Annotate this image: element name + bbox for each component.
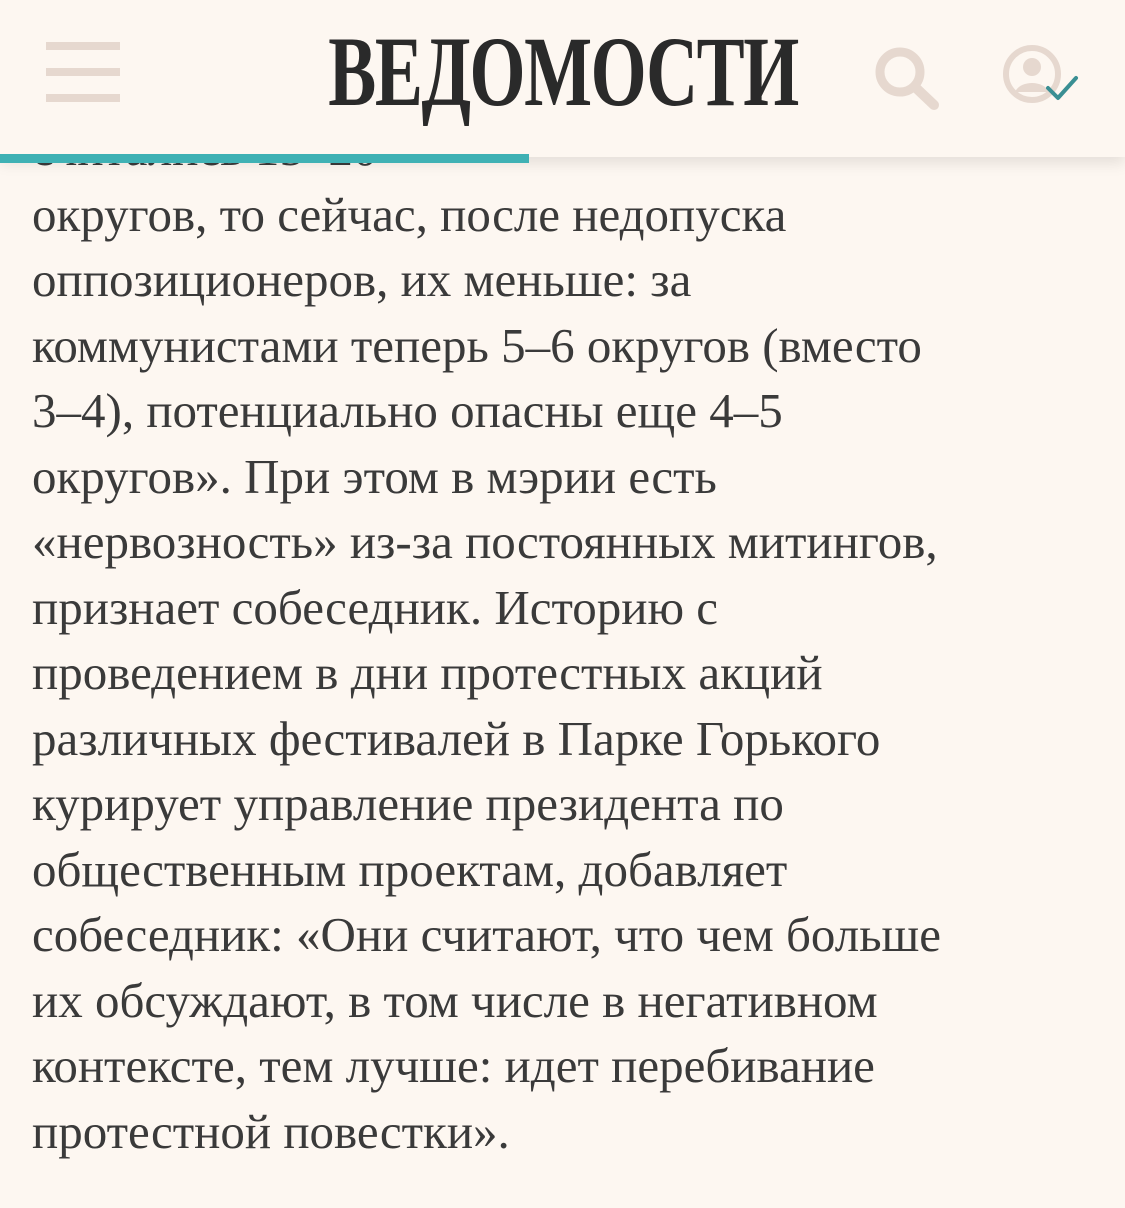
menu-bar bbox=[46, 68, 120, 76]
user-profile-check-icon bbox=[1000, 40, 1086, 112]
article-line: 3–4), потенциально опасны еще 4–5 bbox=[32, 383, 783, 438]
article-line: общественным проектам, добавляет bbox=[32, 841, 788, 897]
menu-bar bbox=[46, 94, 120, 102]
article-line: контексте, тем лучше: идет перебивание bbox=[32, 1038, 875, 1093]
profile-button[interactable] bbox=[1000, 40, 1086, 112]
article-line: оппозиционеров, их меньше: за bbox=[32, 252, 692, 307]
article-line: коммунистами теперь 5–6 округов (вместо bbox=[32, 317, 922, 373]
article-line: их обсуждают, в том числе в негативном bbox=[32, 972, 878, 1028]
logo-text: ВЕДОМОСТИ bbox=[328, 16, 798, 127]
article-line: проведением в дни протестных акций bbox=[32, 645, 823, 700]
top-header bbox=[0, 0, 1125, 157]
reading-progress-bar bbox=[0, 154, 529, 163]
article-line: округов, то сейчас, после недопуска bbox=[32, 186, 787, 242]
site-logo[interactable] bbox=[300, 16, 826, 127]
menu-bar bbox=[46, 42, 120, 50]
article-line: «нервозность» из-за постоянных митингов, bbox=[32, 514, 938, 569]
article-text bbox=[32, 116, 1092, 1164]
article-line: округов». При этом в мэрии есть bbox=[32, 448, 717, 504]
article-line: протестной повестки». bbox=[32, 1103, 510, 1159]
article-line: собеседник: «Они считают, что чем больше bbox=[32, 907, 942, 962]
article-line: различных фестивалей в Парке Горького bbox=[32, 710, 881, 766]
article-line: курирует управление президента по bbox=[32, 776, 784, 831]
hamburger-menu-icon[interactable] bbox=[46, 42, 120, 102]
search-button[interactable] bbox=[872, 44, 942, 110]
article-line: признает собеседник. Историю с bbox=[32, 579, 719, 635]
search-icon bbox=[872, 44, 942, 110]
